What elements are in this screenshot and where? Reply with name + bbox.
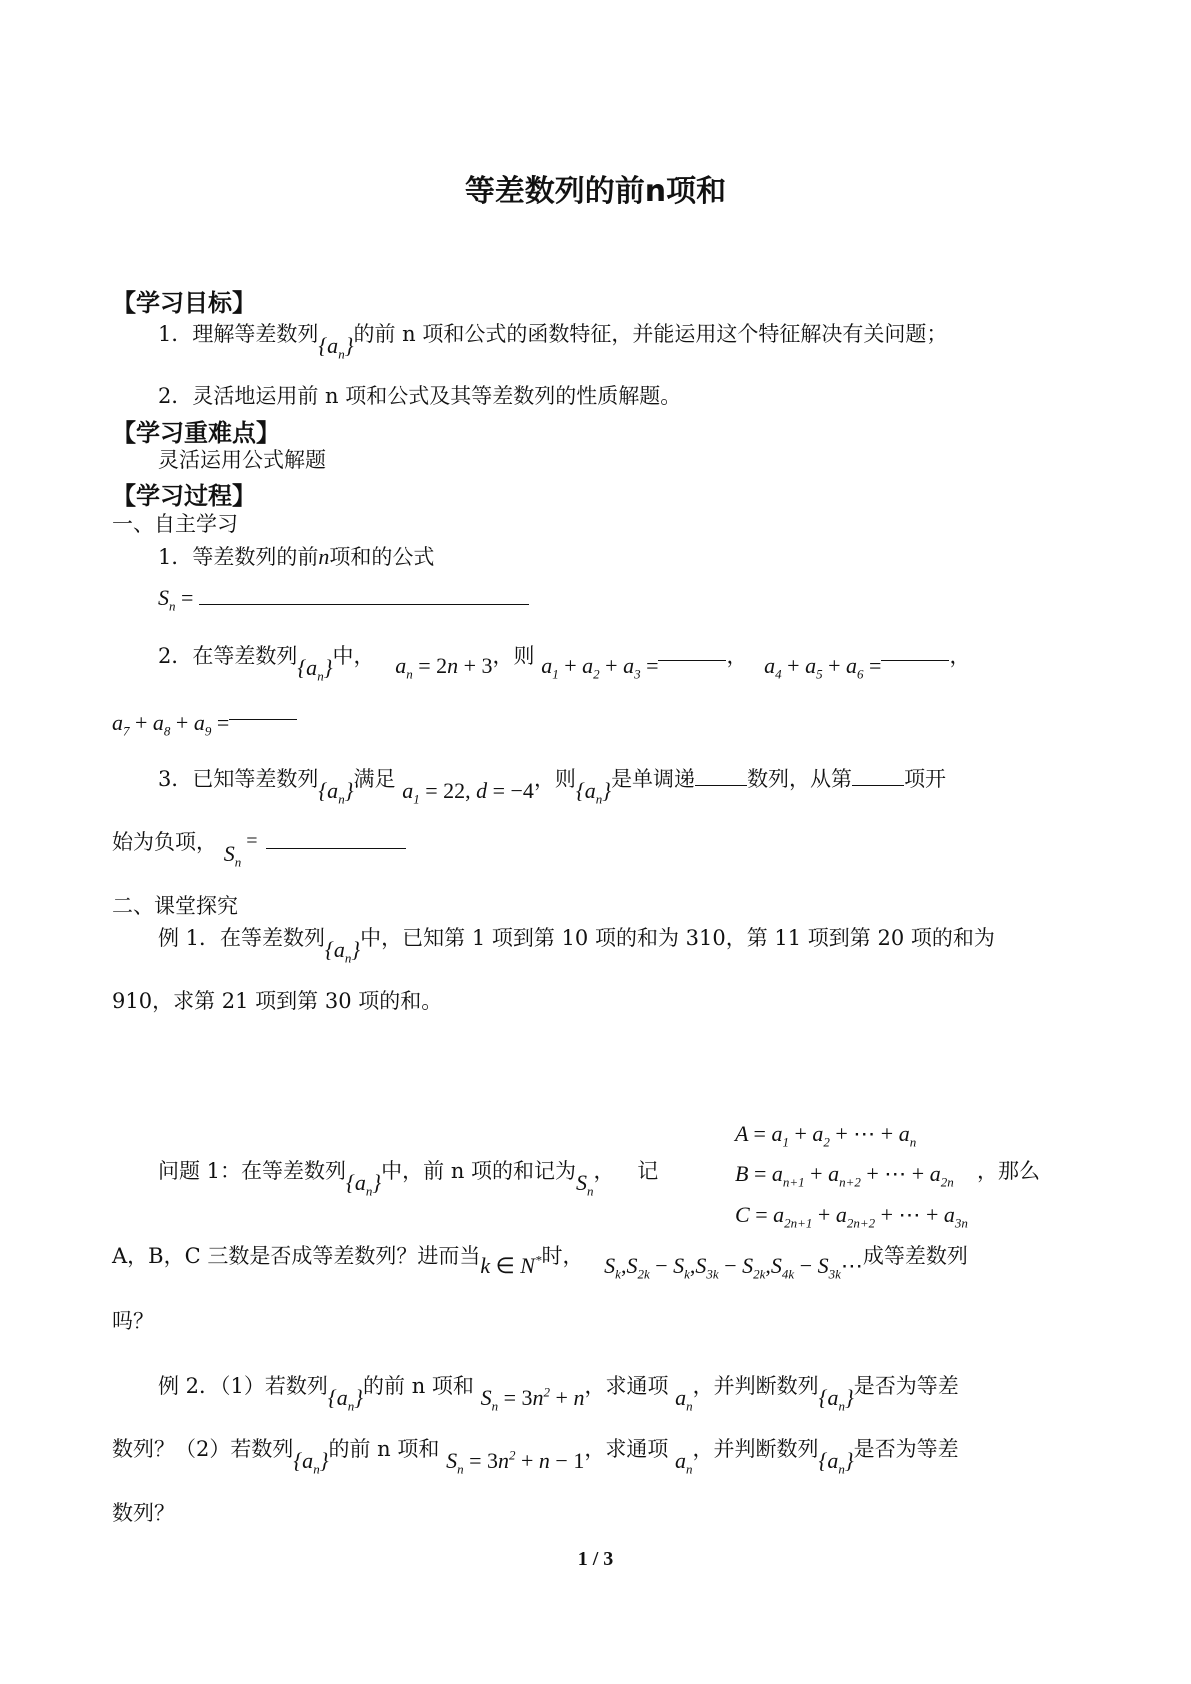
q3-line2: 始为负项， $S_n$ =	[112, 826, 406, 858]
goal-1: 1．理解等差数列$\{a_n\}$的前 n 项和公式的函数特征，并能运用这个特征解决有关问题；	[158, 322, 948, 362]
example-1-line2: 910，求第 21 项到第 30 项的和。	[112, 989, 443, 1013]
answer-blank[interactable]	[658, 660, 726, 661]
seq-an: $\{a_n\}$	[318, 333, 354, 362]
example-1: 例 1．在等差数列$\{a_n\}$中，已知第 1 项到第 10 项的和为 310，第 11 项到第 20 项的和为	[158, 926, 995, 966]
answer-blank[interactable]	[266, 848, 406, 849]
answer-blank[interactable]	[881, 660, 949, 661]
page-number: 1 / 3	[577, 1548, 614, 1570]
process-heading: 【学习过程】	[112, 482, 256, 510]
key-heading: 【学习重难点】	[112, 419, 280, 447]
problem-1-line2: A，B，C 三数是否成等差数列？进而当k ∈ N*时， $S_k,S_{2k} - S_k,S_{3k} - S_{2k},S_{4k}$ − $S_{3k}\cdots$成等差数列	[112, 1244, 968, 1282]
abc-definitions: $A = a_1 + a_2$ + ⋯ + $a_n$ $B = a_{n+1} + a_{n+2}$ + ⋯ + $a_{2n}$ $C = a_{2n+1} + a_{2n+2}$ + ⋯ + $a_{3n}$	[735, 1121, 968, 1231]
problem-1: 问题 1：在等差数列$\{a_n\}$中，前 n 项的和记为$S_n$， 记	[158, 1159, 659, 1199]
q1: 1．等差数列的前n项和的公式	[158, 544, 435, 569]
q2-line2: $a_7 + a_8 + a_9$ =	[112, 710, 297, 739]
example-2-line2: 数列？（2）若数列$\{a_n\}$的前 n 项和 $S_n = 3n^2 + n - 1$，求通项 $a_n$，并判断数列$\{a_n\}$是否为等差	[112, 1437, 959, 1477]
problem-1-line3: 吗？	[112, 1309, 154, 1333]
page-title: 等差数列的前n项和	[464, 174, 727, 209]
answer-blank[interactable]	[229, 719, 297, 720]
key-text: 灵活运用公式解题	[158, 448, 326, 472]
q3: 3．已知等差数列$\{a_n\}$满足 $a_1 = 22$, d = −4，则$\{a_n\}$是单调递 数列，从第 项开	[158, 767, 947, 807]
example-2: 例 2．（1）若数列$\{a_n\}$的前 n 项和 $S_n = 3n^2 + n$，求通项 $a_n$，并判断数列$\{a_n\}$是否为等差	[158, 1374, 959, 1414]
q2: 2．在等差数列$\{a_n\}$中， $a_n = 2n + 3$，则 $a_1 + a_2 + a_3$ = ， $a_4 + a_5 + a_6$ = ，	[158, 644, 971, 684]
part1-label: 一、自主学习	[112, 512, 238, 536]
answer-blank[interactable]	[852, 785, 904, 786]
part2-label: 二、课堂探究	[112, 894, 238, 918]
goal-2: 2．灵活地运用前 n 项和公式及其等差数列的性质解题。	[158, 384, 682, 408]
answer-blank[interactable]	[695, 785, 747, 786]
q1-answer: $S_n$ =	[158, 585, 529, 614]
example-2-line3: 数列？	[112, 1501, 175, 1525]
goals-heading: 【学习目标】	[112, 289, 256, 317]
answer-blank[interactable]	[199, 604, 529, 605]
problem-1-tail: ，那么	[977, 1159, 1040, 1183]
